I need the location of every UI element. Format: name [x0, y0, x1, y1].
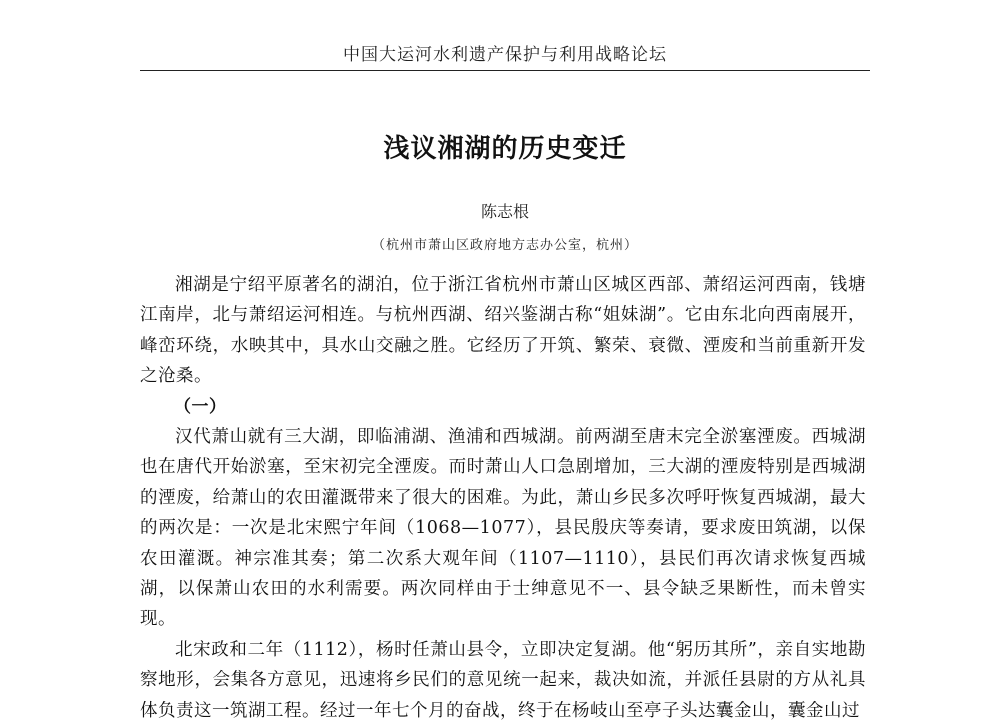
running-header: 中国大运河水利遗产保护与利用战略论坛 [343, 45, 667, 65]
body-paragraph-2: 汉代萧山就有三大湖，即临浦湖、渔浦和西城湖。前两湖至唐末完全淤塞湮废。西城湖也在唐代开始淤塞，至宋初完全湮废。而时萧山人口急剧增加，三大湖的湮废特别是西城湖的湮废，给萧山的农田灌溉带来了很大的困难。为此，萧山乡民多次呼吁恢复西城湖，最大的两次是：一次是北宋熙宁年间（1068—1077），县民殷庆等奏请，要求废田筑湖，以保农田灌溉。神宗准其奏；第二次系大观年间（1107—1110），县民们再次请求恢复西城湖，以保萧山农田的水利需要。两次同样由于士绅意见不一、县令缺乏果断性，而未曾实现。 [140, 427, 866, 630]
header-rule [140, 70, 870, 71]
intro-paragraph: 湘湖是宁绍平原著名的湖泊，位于浙江省杭州市萧山区城区西部、萧绍运河西南，钱塘江南岸，北与萧绍运河相连。与杭州西湖、绍兴鉴湖古称“姐妹湖”。它由东北向西南展开，峰峦环绕，水映其中，具水山交融之胜。它经历了开筑、繁荣、衰微、湮废和当前重新开发之沧桑。 [140, 275, 866, 387]
author-affiliation: （杭州市萧山区政府地方志办公室，杭州） [371, 238, 638, 253]
article-title: 浅议湘湖的历史变迁 [383, 134, 627, 164]
author-name: 陈志根 [480, 202, 529, 221]
section-heading: （一） [174, 396, 227, 417]
body-paragraph-3: 北宋政和二年（1112），杨时任萧山县令，立即决定复湖。他“躬历其所”，亲自实地勘察地形，会集各方意见，迅速将乡民们的意见统一起来，裁决如流，并派任县尉的方从礼具体负责这一筑湖工程。经过一年七个月的奋战，终于在杨岐山至亭子头达囊金山，囊金山过 [140, 639, 866, 721]
article-body [140, 270, 866, 726]
